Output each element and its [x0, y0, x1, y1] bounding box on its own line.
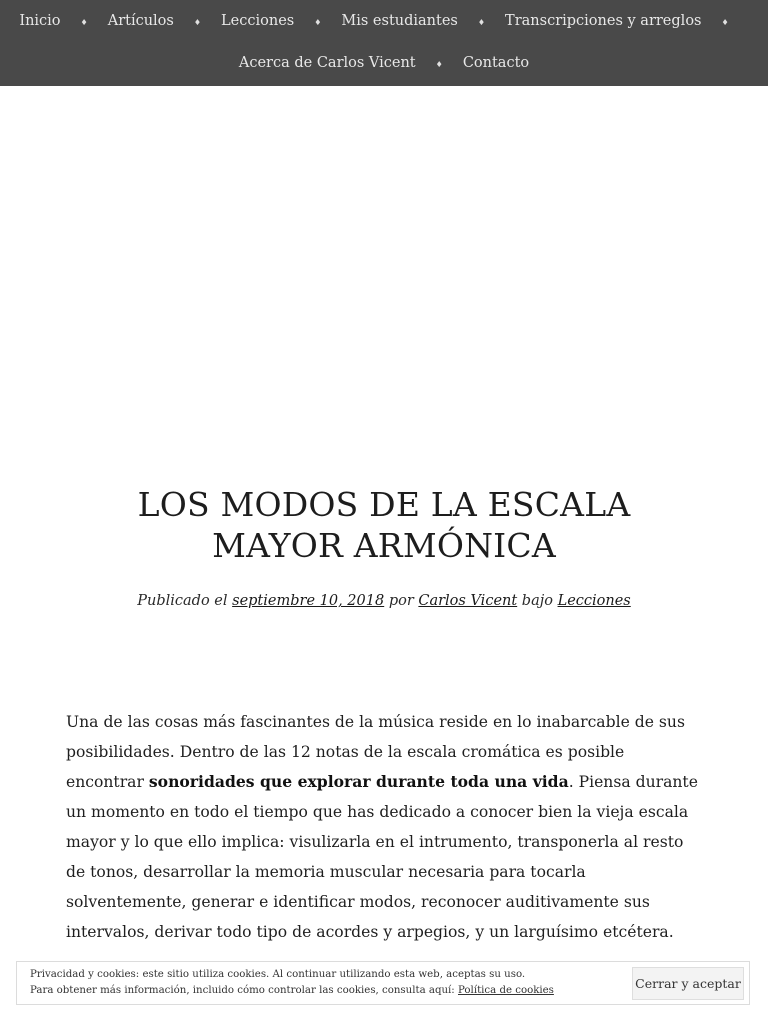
- cookie-notice-text: [30, 967, 554, 999]
- cookie-banner: [16, 961, 750, 1005]
- meta-prefix: Publicado el: [137, 593, 228, 609]
- nav-row-secondary: [0, 52, 768, 74]
- cookie-policy-link[interactable]: Política de cookies: [457, 985, 554, 996]
- page-title-line-1: LOS MODOS DE LA ESCALA: [137, 485, 631, 524]
- diamond-separator-icon: ♦: [477, 17, 486, 27]
- nav-link-articulos[interactable]: Artículos: [107, 13, 174, 29]
- paragraph-text-end: . Piensa durante un momento en todo el tiempo que has dedicado a conocer bien la vieja escala mayor y lo que ello implica: visulizarla en el intrumento, transponerla al resto de tonos, desarrollar la memoria muscular necesaria para tocarla solventemente, generar e identificar modos, reconocer auditivamente sus intervalos, derivar todo tipo de acordes y arpegios, y un larguísimo etcétera.: [66, 773, 698, 941]
- meta-bajo: bajo: [521, 593, 553, 609]
- cookie-line-1: Privacidad y cookies: este sitio utiliza cookies. Al continuar utilizando esta web, aceptas su uso.: [30, 969, 526, 980]
- cookie-line-2: Para obtener más información, incluido cómo controlar las cookies, consulta aquí:: [30, 985, 455, 996]
- nav-link-inicio[interactable]: Inicio: [19, 13, 61, 29]
- category-link[interactable]: Lecciones: [557, 593, 631, 609]
- diamond-separator-icon: ♦: [193, 17, 202, 27]
- nav-link-lecciones[interactable]: Lecciones: [221, 13, 295, 29]
- nav-link-contacto[interactable]: Contacto: [462, 55, 530, 71]
- post-paragraph: [66, 707, 702, 947]
- paragraph-bold-text: sonoridades que explorar durante toda una vida: [148, 772, 569, 791]
- post-date-link[interactable]: septiembre 10, 2018: [232, 593, 385, 609]
- nav-row-primary: [0, 10, 768, 32]
- top-navigation: [0, 0, 768, 86]
- cookie-accept-button[interactable]: Cerrar y aceptar: [632, 967, 744, 1000]
- page-title-line-2: MAYOR ARMÓNICA: [212, 526, 556, 565]
- nav-link-acerca[interactable]: Acerca de Carlos Vicent: [238, 55, 416, 71]
- nav-link-transcripciones[interactable]: Transcripciones y arreglos: [505, 13, 702, 29]
- diamond-separator-icon: ♦: [314, 17, 322, 27]
- page-title: [84, 484, 684, 566]
- paragraph-text-start: Una de las cosas más fascinantes de la música reside en lo inabarcable de sus posibilidades. Dentro de las 12 notas de la escala cromática es posible encontrar: [66, 713, 685, 791]
- diamond-separator-icon: ♦: [80, 17, 88, 27]
- diamond-separator-icon: ♦: [721, 17, 729, 27]
- meta-por: por: [388, 593, 414, 609]
- post-meta: [0, 593, 768, 609]
- author-link[interactable]: Carlos Vicent: [418, 593, 518, 609]
- nav-link-mis-estudiantes[interactable]: Mis estudiantes: [341, 13, 458, 29]
- diamond-separator-icon: ♦: [435, 59, 443, 69]
